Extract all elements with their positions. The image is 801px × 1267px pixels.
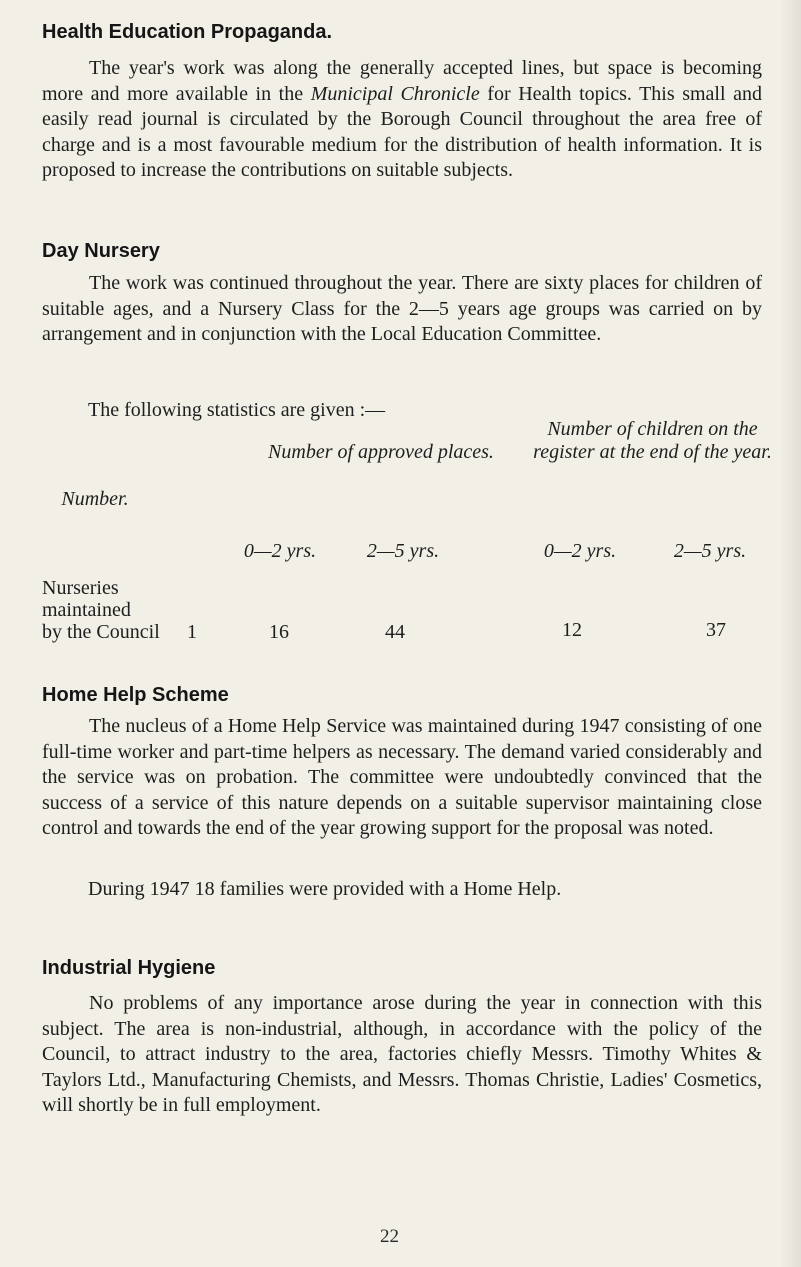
- age-range-register-0-2: 0—2 yrs.: [543, 540, 617, 562]
- heading-industrial-hygiene: Industrial Hygiene: [42, 957, 216, 979]
- heading-health-education: Health Education Propaganda.: [42, 21, 333, 43]
- row-label: Nurseries maintained by the Council: [42, 577, 160, 643]
- heading-home-help: Home Help Scheme: [42, 684, 229, 706]
- publication-title: Municipal Chronicle: [310, 82, 480, 105]
- col-header-approved: Number of approved places.: [268, 441, 494, 463]
- heading-day-nursery: Day Nursery: [42, 240, 160, 262]
- page-number: 22: [380, 1226, 399, 1247]
- cell-approved-0-2: 16: [269, 621, 289, 643]
- page-edge-shadow: [779, 0, 801, 1267]
- paragraph-home-help: The nucleus of a Home Help Service was maintained during 1947 consisting of one full-time worker and part-time helpers as necessary. The demand varied considerably and the service was on probation. The committee were undoubtedly convinced that the success of a service of this nature depends on a suitable supervisor maintaining close control and towards the end of the year growing support for the proposal was noted.: [42, 715, 762, 839]
- cell-register-2-5: 37: [706, 619, 726, 641]
- age-range-register-2-5: 2—5 yrs.: [673, 540, 747, 562]
- col-header-register: Number of children on the register at the end of the year.: [533, 418, 772, 463]
- col-header-number: Number.: [61, 488, 129, 510]
- cell-approved-2-5: 44: [385, 621, 405, 643]
- paragraph-day-nursery: The work was continued throughout the year. There are sixty places for children of suitable ages, and a Nursery Class for the 2—5 years age groups was carried on by arrangement and in conjunction with the Local Education Committee.: [42, 272, 762, 345]
- age-range-approved-0-2: 0—2 yrs.: [243, 540, 317, 562]
- home-help-families: During 1947 18 families were provided with a Home Help.: [88, 878, 562, 900]
- age-range-approved-2-5: 2—5 yrs.: [366, 540, 440, 562]
- paragraph-health-education: The year's work was along the generally accepted lines, but space is becoming more and more available in the Municipal Chronicle for Health topics. This small and easily read journal is circulated by the Borough Council throughout the area free of charge and is a most favourable medium for the distribution of health information. It is proposed to increase the contributions on suitable subjects.: [42, 57, 762, 181]
- paragraph-industrial-hygiene: No problems of any importance arose during the year in connection with this subject. The area is non-industrial, although, in accordance with the policy of the Council, to attract industry to the area, factories chiefly Messrs. Timothy Whites & Taylors Ltd., Manufacturing Chemists, and Messrs. Thomas Christie, Ladies' Cosmetics, will shortly be in full employment.: [42, 992, 762, 1116]
- cell-number: 1: [187, 621, 197, 643]
- stats-intro: The following statistics are given :—: [88, 399, 386, 421]
- cell-register-0-2: 12: [562, 619, 582, 641]
